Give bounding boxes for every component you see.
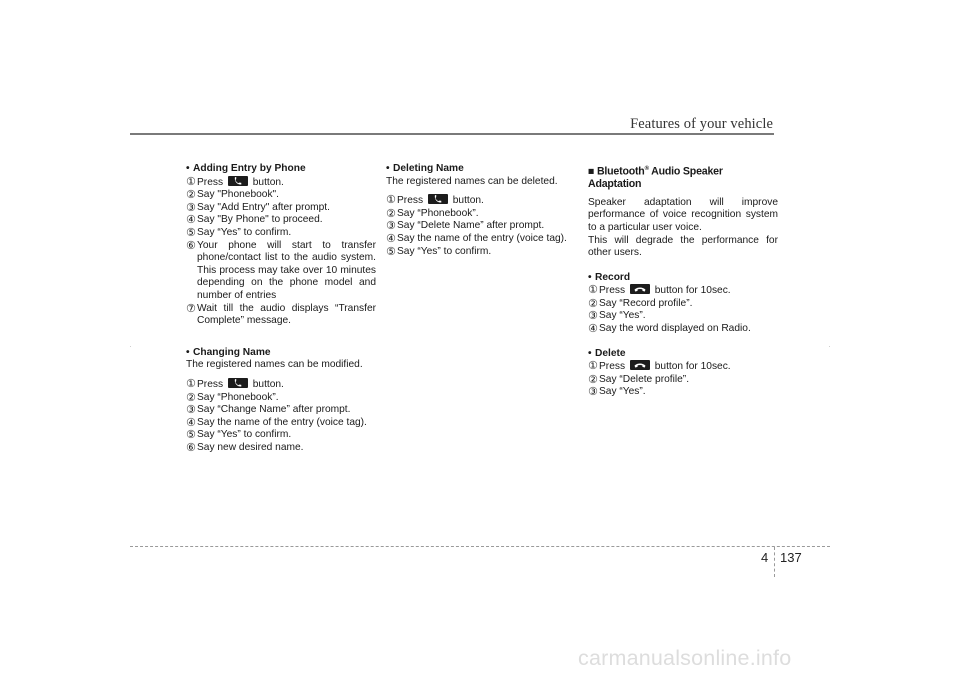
step-text: Say “Record profile”. [599, 297, 693, 309]
block-intro: Speaker adaptation will improve performance of voice recognition system to a particular user voice. [588, 196, 778, 233]
footer-rule [130, 546, 830, 547]
step-text: button for 10sec. [654, 361, 731, 373]
registered-mark: ® [644, 166, 649, 172]
step-text: Press [397, 195, 424, 207]
step-number: ③ [588, 310, 598, 323]
step-changing-4 [186, 417, 376, 430]
step-number: ② [186, 391, 196, 404]
step-delete-3 [588, 386, 778, 399]
section-title-adding-entry: • Adding Entry by Phone [186, 163, 306, 174]
step-text: Say “Change Name” after prompt. [197, 404, 351, 416]
step-changing-3 [186, 404, 376, 417]
step-number: ③ [588, 386, 598, 399]
step-record-2 [588, 298, 778, 311]
heading-brand: Bluetooth [596, 165, 645, 178]
step-text: Press [197, 378, 224, 390]
step-text: Say “Yes”. [599, 386, 646, 398]
section-intro: The registered names can be deleted. [386, 175, 558, 187]
step-record-4 [588, 323, 778, 336]
step-text: Say “Delete Name” after prompt. [397, 220, 545, 232]
step-adding-7 [186, 303, 376, 328]
step-number: ⑤ [386, 245, 396, 258]
step-number: ② [186, 189, 196, 202]
step-text: Say “Phonebook”. [397, 207, 479, 219]
step-delete-1 [588, 360, 778, 374]
step-number: ⑦ [186, 302, 196, 315]
step-text: button. [452, 195, 484, 207]
step-deleting-4 [386, 233, 576, 246]
column-3 [588, 163, 778, 399]
step-text: Say new desired name. [197, 441, 304, 453]
crop-mark [829, 346, 830, 347]
phone-end-icon [630, 360, 650, 370]
section-title-changing-name: • Changing Name [186, 346, 271, 358]
column-1 [186, 163, 376, 454]
page-number: 137 [780, 550, 802, 565]
step-record-1 [588, 284, 778, 298]
step-record-3 [588, 310, 778, 323]
step-text: Press [599, 285, 626, 297]
step-deleting-5 [386, 246, 576, 259]
step-text: Wait till the audio displays “Transfer Complete” message. [197, 302, 376, 327]
step-number: ⑥ [186, 441, 196, 454]
crop-mark [130, 346, 131, 347]
block-title-speaker-adaptation [588, 163, 778, 191]
block-intro-2: This will degrade the performance for other users. [588, 234, 778, 259]
section-title-text: Deleting Name [393, 163, 464, 174]
step-text: Say the name of the entry (voice tag). [197, 416, 367, 428]
section-title-deleting-name: • Deleting Name [386, 163, 464, 174]
step-number: ① [186, 175, 196, 188]
step-changing-6 [186, 442, 376, 455]
step-deleting-1 [386, 194, 576, 208]
step-text: button for 10sec. [654, 285, 731, 297]
watermark: carmanualsonline.info [578, 646, 792, 670]
step-text: Press [197, 176, 224, 188]
step-number: ③ [386, 220, 396, 233]
step-number: ③ [186, 404, 196, 417]
step-number: ② [386, 207, 396, 220]
step-adding-5 [186, 227, 376, 240]
step-adding-2 [186, 189, 376, 202]
header-title: Features of your vehicle [630, 116, 773, 132]
step-text: Say “Delete profile”. [599, 373, 690, 385]
step-text: Say “Yes”. [599, 310, 646, 322]
step-adding-1 [186, 176, 376, 190]
step-text: Your phone will start to transfer phone/contact list to the audio system. This process may take over 10 minutes depending on the phone model and number of entries [197, 239, 376, 301]
step-deleting-2 [386, 208, 576, 221]
phone-call-icon [228, 378, 248, 388]
step-number: ⑤ [186, 226, 196, 239]
step-deleting-3 [386, 220, 576, 233]
step-text: Say “Phonebook”. [197, 391, 279, 403]
chapter-number: 4 [761, 550, 769, 565]
phone-end-icon [630, 284, 650, 294]
step-text: button. [252, 176, 284, 188]
header-rule [130, 133, 774, 135]
step-adding-4 [186, 214, 376, 227]
section-title-record: • Record [588, 271, 631, 283]
step-number: ① [588, 360, 598, 373]
step-delete-2 [588, 374, 778, 387]
footer-divider [774, 547, 775, 577]
heading-text: Audio Speaker Adaptation [588, 165, 723, 191]
phone-call-icon [428, 194, 448, 204]
step-number: ④ [186, 214, 196, 227]
section-title-text: Adding Entry by Phone [193, 163, 306, 174]
section-intro: The registered names can be modified. [186, 359, 363, 371]
heading-square-mark: ■ [588, 165, 595, 178]
step-number: ② [588, 373, 598, 386]
step-text: Press [599, 361, 626, 373]
step-number: ① [186, 377, 196, 390]
step-text: Say “Yes” to confirm. [197, 429, 292, 441]
step-text: Say “Yes” to confirm. [197, 226, 292, 238]
step-number: ③ [186, 201, 196, 214]
step-text: button. [252, 378, 284, 390]
step-text: Say "By Phone" to proceed. [197, 214, 323, 226]
step-text: Say "Phonebook". [197, 189, 279, 201]
step-text: Say the name of the entry (voice tag). [397, 232, 567, 244]
step-number: ④ [186, 416, 196, 429]
section-title-text: Record [595, 271, 631, 283]
step-changing-1 [186, 378, 376, 392]
column-2 [386, 163, 576, 258]
step-number: ⑥ [186, 239, 196, 252]
step-number: ① [386, 194, 396, 207]
step-number: ④ [588, 323, 598, 336]
step-text: Say “Yes” to confirm. [397, 245, 492, 257]
step-text: Say "Add Entry" after prompt. [197, 201, 330, 213]
section-title-delete: • Delete [588, 347, 626, 359]
step-adding-3 [186, 202, 376, 215]
section-title-text: Changing Name [193, 346, 271, 358]
spacer [186, 328, 376, 341]
phone-call-icon [228, 176, 248, 186]
step-text: Say the word displayed on Radio. [599, 323, 751, 335]
step-adding-6 [186, 240, 376, 303]
step-number: ② [588, 297, 598, 310]
step-number: ⑤ [186, 429, 196, 442]
section-title-text: Delete [595, 347, 626, 359]
step-number: ① [588, 284, 598, 297]
step-changing-5 [186, 429, 376, 442]
step-number: ④ [386, 232, 396, 245]
step-changing-2 [186, 392, 376, 405]
